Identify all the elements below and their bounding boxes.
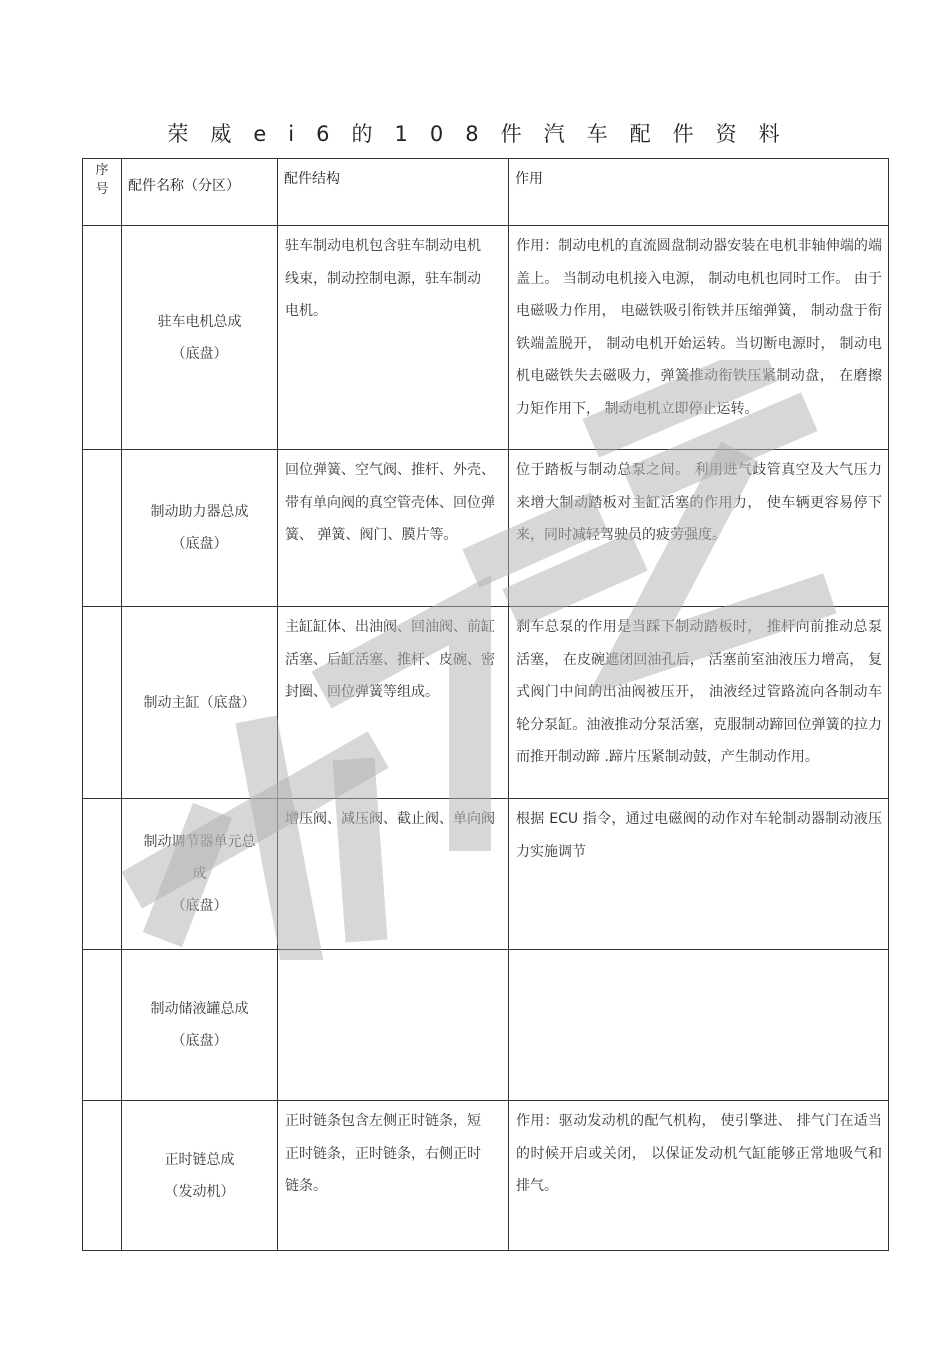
part-structure-text: 驻车制动电机包含驻车制动电机线束，制动控制电源，驻车制动电机。 xyxy=(285,238,481,319)
part-structure-cell xyxy=(278,226,509,450)
part-name-line: 制动主缸（底盘） xyxy=(143,694,256,711)
part-name-line: 制动助力器总成 xyxy=(150,504,249,520)
table-row xyxy=(83,799,889,950)
header-name xyxy=(122,159,278,226)
part-name-line: 正时链总成 xyxy=(164,1151,235,1168)
table-row xyxy=(83,950,889,1101)
header-structure xyxy=(278,159,509,226)
page-title xyxy=(82,118,887,148)
part-function-cell xyxy=(509,799,889,950)
part-name-cell xyxy=(122,607,278,799)
row-number-cell xyxy=(83,1101,122,1251)
header-no-label: 序号 xyxy=(95,163,109,197)
row-number-cell xyxy=(83,450,122,607)
part-name-line: 驻车电机总成 xyxy=(157,313,242,330)
row-number-cell xyxy=(83,226,122,450)
part-zone-line: （底盘） xyxy=(171,1033,228,1049)
part-name-cell xyxy=(122,1101,278,1251)
part-name-cell xyxy=(122,799,278,950)
table-row xyxy=(83,450,889,607)
part-function-text: 位于踏板与制动总泵之间。 利用进气歧管真空及大气压力来增大制动踏板对主缸活塞的作用力， 使车辆更容易停下来，同时减轻驾驶员的疲劳强度。 xyxy=(516,462,882,543)
header-no xyxy=(83,159,122,226)
part-name-cell xyxy=(122,450,278,607)
part-structure-cell xyxy=(278,1101,509,1251)
part-name-line: 制动调节器单元总 xyxy=(143,834,256,850)
table-header-row xyxy=(83,159,889,226)
part-structure-cell xyxy=(278,607,509,799)
part-name-cell xyxy=(122,226,278,450)
part-structure-text: 回位弹簧、空气阀、推杆、外壳、带有单向阀的真空管壳体、回位弹簧、 弹簧、阀门、膜片等。 xyxy=(285,462,495,543)
part-function-cell xyxy=(509,607,889,799)
part-name-line: 制动储液罐总成 xyxy=(150,1001,249,1017)
part-name-line: 成 xyxy=(192,866,207,882)
part-function-text: 作用：驱动发动机的配气机构， 使引擎进、 排气门在适当的时候开启或关闭， 以保证发动机气缸能够正常地吸气和排气。 xyxy=(516,1113,882,1194)
table-row xyxy=(83,226,889,450)
part-zone-line: （底盘） xyxy=(171,898,228,914)
header-function xyxy=(509,159,889,226)
part-structure-cell xyxy=(278,799,509,950)
part-structure-text: 正时链条包含左侧正时链条，短正时链条，正时链条，右侧正时链条。 xyxy=(285,1113,481,1194)
part-function-cell xyxy=(509,950,889,1101)
header-function-label: 作用 xyxy=(515,171,543,187)
header-structure-label: 配件结构 xyxy=(284,171,340,187)
table-row xyxy=(83,1101,889,1251)
row-number-cell xyxy=(83,950,122,1101)
part-structure-text: 增压阀、减压阀、截止阀、单向阀 xyxy=(285,811,495,827)
part-function-cell xyxy=(509,450,889,607)
table-row xyxy=(83,607,889,799)
part-zone-line: （底盘） xyxy=(171,345,228,362)
part-structure-text: 主缸缸体、出油阀、回油阀、前缸活塞、后缸活塞、推杆、皮碗、密封圈、回位弹簧等组成。 xyxy=(285,619,495,700)
part-zone-line: （发动机） xyxy=(164,1183,235,1200)
header-name-label: 配件名称（分区） xyxy=(128,178,240,194)
part-function-text: 根据 ECU 指令，通过电磁阀的动作对车轮制动器制动液压力实施调节 xyxy=(516,811,882,860)
part-name-cell xyxy=(122,950,278,1101)
part-function-text: 作用：制动电机的直流圆盘制动器安装在电机非轴伸端的端盖上。 当制动电机接入电源， 制动电机也同时工作。 由于电磁吸力作用， 电磁铁吸引衔铁并压缩弹簧， 制动盘于衔铁端盖脱开， 制动电机开始运转。当切断电源时， 制动电机电磁铁失去磁吸力，弹簧推动衔铁压紧制动盘， 在磨擦力矩作用下， 制动电机立即停止运转。 xyxy=(516,238,882,417)
part-structure-cell xyxy=(278,950,509,1101)
part-function-cell xyxy=(509,226,889,450)
part-function-cell xyxy=(509,1101,889,1251)
parts-table xyxy=(82,158,889,1251)
row-number-cell xyxy=(83,799,122,950)
part-zone-line: （底盘） xyxy=(171,536,228,552)
page-title-text: 荣威ei6的108件汽车配件资料 xyxy=(167,122,802,146)
row-number-cell xyxy=(83,607,122,799)
part-function-text: 刹车总泵的作用是当踩下制动踏板时， 推杆向前推动总泵活塞， 在皮碗遮闭回油孔后， 活塞前室油液压力增高， 复式阀门中间的出油阀被压开， 油液经过管路流向各制动车轮分泵缸。油液推动分泵活塞，克服制动蹄回位弹簧的拉力而推开制动蹄 .蹄片压紧制动鼓，产生制动作用。 xyxy=(516,619,882,765)
part-structure-cell xyxy=(278,450,509,607)
